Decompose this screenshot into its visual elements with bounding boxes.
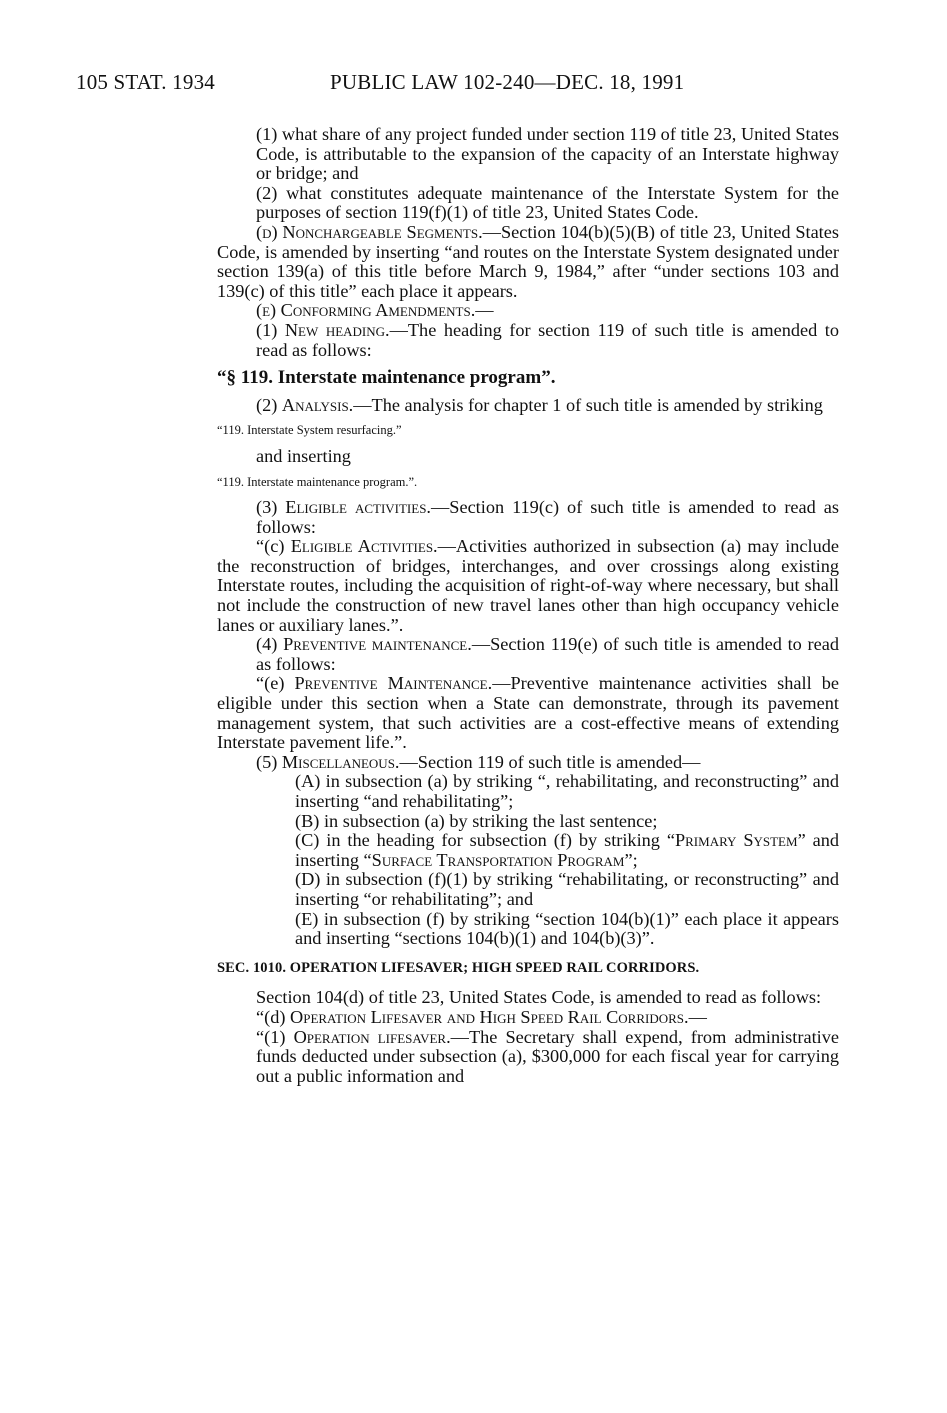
section-1010-heading: SEC. 1010. OPERATION LIFESAVER; HIGH SPEED RAIL CORRIDORS. — [217, 959, 700, 976]
page-stat-citation: 105 STAT. 1934 — [76, 70, 215, 94]
paragraph-e2: (2) Analysis.—The analysis for chapter 1 of such title is amended by striking — [256, 394, 823, 415]
paragraph-e4: (4) Preventive maintenance.—Section 119(e) of such title is amended to read as follows: — [256, 634, 840, 674]
subsection-e: (e) Conforming Amendments.— — [256, 300, 494, 321]
paragraph-e1: (1) New heading.—The heading for section 119 of such title is amended to read as follows: — [256, 319, 840, 360]
clause-E: (E) in subsection (f) by striking “section 104(b)(1)” each place it appears and inserting “sections 104(b)(1) and 104(b)(3)”. — [295, 908, 839, 949]
subsection-d: (d) Nonchargeable Segments.—Section 104(b)(5)(B) of title 23, United States Code, is amended by inserting “and routes on the Interstate System designated under section 139(a) of this title before March 9, 1984,” after “under sections 103 and 139(c) of this title” each place it appears. — [217, 221, 839, 301]
quoted-paragraph-1: “(1) Operation lifesaver.—The Secretary shall expend, from administrative funds deducted under subsection (a), $300,000 for each fiscal year for carrying out a public information and — [256, 1026, 839, 1086]
document-body — [217, 125, 839, 1086]
section-heading-119: “§ 119. Interstate maintenance program”. — [217, 367, 556, 389]
paragraph-e5: (5) Miscellaneous.—Section 119 of such title is amended— — [256, 751, 701, 772]
paragraph-and-inserting: and inserting — [256, 445, 351, 466]
clause-B: (B) in subsection (a) by striking the last sentence; — [295, 810, 658, 831]
clause-D: (D) in subsection (f)(1) by striking “rehabilitating, or reconstructing” and inserting “or rehabilitating”; and — [295, 869, 839, 909]
clause-C: (C) in the heading for subsection (f) by striking “Primary System” and inserting “Surface Transportation Program”; — [295, 830, 839, 870]
page-running-head: PUBLIC LAW 102-240—DEC. 18, 1991 — [330, 70, 685, 94]
quoted-subsection-d: “(d) Operation Lifesaver and High Speed Rail Corridors.— — [256, 1006, 707, 1027]
quoted-subsection-e: “(e) Preventive Maintenance.—Preventive maintenance activities shall be eligible under this section when a State can demonstrate, through its pavement management system, that such activities are a cost-effective means of extending Interstate pavement life.”. — [217, 673, 839, 753]
paragraph-2: (2) what constitutes adequate maintenance of the Interstate System for the purposes of section 119(f)(1) of title 23, United States Code. — [256, 182, 839, 223]
paragraph-e3: (3) Eligible activities.—Section 119(c) of such title is amended to read as follows: — [256, 497, 839, 537]
table-of-sections-strike: “119. Interstate System resurfacing.” — [217, 423, 402, 438]
quoted-subsection-c: “(c) Eligible Activities.—Activities authorized in subsection (a) may include the reconstruction of bridges, interchanges, and over crossings along existing Interstate routes, including the acquisition of right-of-way where necessary, but shall not include the construction of new travel lanes other than high occupancy vehicle lanes or auxiliary lanes.”. — [217, 536, 840, 635]
table-of-sections-insert: “119. Interstate maintenance program.”. — [217, 474, 418, 489]
clause-A: (A) in subsection (a) by striking “, rehabilitating, and reconstructing” and inserting “and rehabilitating”; — [295, 771, 839, 811]
paragraph-1: (1) what share of any project funded under section 119 of title 23, United States Code, is attributable to the expansion of the capacity of an Interstate highway or bridge; and — [256, 124, 839, 184]
section-1010-intro: Section 104(d) of title 23, United States Code, is amended to read as follows: — [256, 987, 822, 1008]
